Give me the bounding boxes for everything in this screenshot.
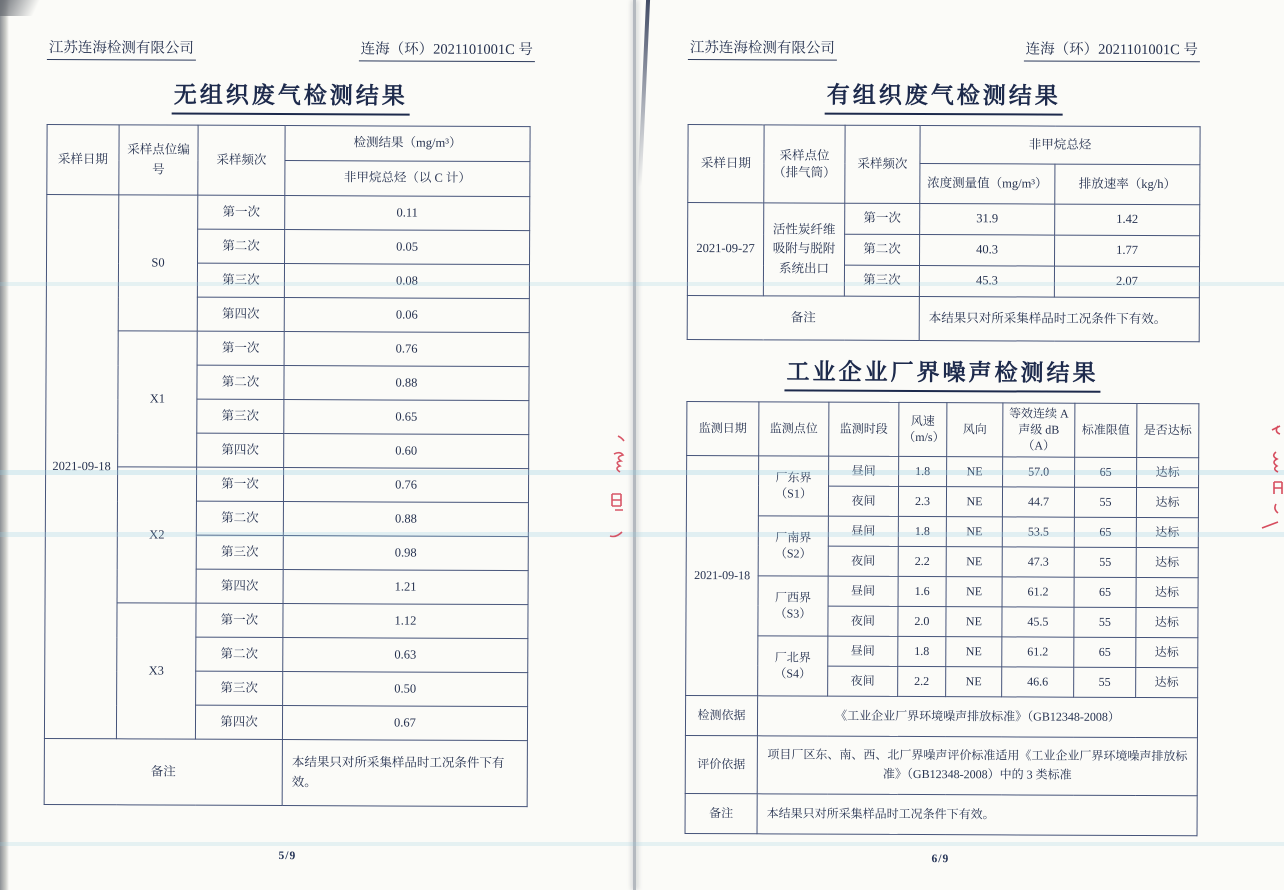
conc-cell: 31.9 [920,204,1055,236]
note-text: 本结果只对所采集样品时工况条件下有效。 [282,740,527,807]
page-title-gas: 有组织废气检测结果 [688,76,1200,116]
value-cell: 0.98 [283,536,528,571]
level-cell: 46.6 [1002,666,1074,696]
sample-point-cell: X3 [116,603,196,739]
period-cell: 昼间 [828,636,898,666]
period-cell: 昼间 [828,576,898,606]
value-cell: 0.65 [284,400,529,435]
note-label: 备注 [685,793,757,833]
col-header-nmhc: 非甲烷总烃 [920,126,1200,165]
col-header-wind-direction: 风向 [947,403,1003,457]
red-stamp-fragment-right [1258,424,1284,548]
col-header-sample-freq: 采样频次 [845,125,920,203]
wind-speed-cell: 2.0 [898,606,946,636]
scan-edge-shadow [0,0,9,890]
status-cell: 达标 [1137,457,1199,487]
freq-cell: 第四次 [197,297,284,331]
scanner-streak [0,282,1284,286]
wind-speed-cell: 2.2 [898,546,946,576]
value-cell: 1.12 [283,604,528,639]
rate-cell: 1.77 [1054,235,1199,267]
monitor-point-cell: 厂南界 （S2） [758,515,828,575]
monitor-point-cell: 厂东界 （S1） [758,455,828,515]
level-cell: 53.5 [1002,516,1074,546]
wind-speed-cell: 2.2 [898,666,946,696]
freq-cell: 第一次 [198,195,285,229]
value-cell: 0.76 [283,468,528,503]
wind-dir-cell: NE [946,666,1002,696]
status-cell: 达标 [1136,607,1198,637]
wind-speed-cell: 1.6 [898,576,946,606]
scanner-streak [0,470,1284,475]
value-cell: 0.05 [285,230,530,265]
col-header-leq: 等效连续 A 声级 dB（A） [1003,403,1075,457]
level-cell: 45.5 [1002,606,1074,636]
note-label: 备注 [44,738,282,805]
wind-dir-cell: NE [947,456,1003,486]
value-cell: 1.21 [283,570,528,605]
monitor-date-cell: 2021-09-18 [686,455,759,695]
period-cell: 昼间 [829,456,899,486]
col-header-limit: 标准限值 [1075,403,1137,457]
value-cell: 0.08 [284,264,529,299]
freq-cell: 第二次 [198,229,285,263]
value-cell: 0.11 [285,196,530,231]
value-cell: 0.60 [284,434,529,469]
sample-point-cell: S0 [118,195,198,331]
wind-speed-cell: 1.8 [898,636,946,666]
freq-cell: 第二次 [845,234,920,265]
status-cell: 达标 [1136,547,1198,577]
value-cell: 0.67 [282,706,527,741]
level-cell: 47.3 [1002,546,1074,576]
stack-emission-table [687,124,1201,342]
period-cell: 夜间 [828,606,898,636]
col-header-result-sub: 非甲烷总烃（以 C 计） [285,161,530,197]
scanned-page-left [0,0,634,890]
scanned-page-right [636,0,1284,890]
report-number: 连海（环）2021101001C 号 [1024,37,1200,62]
col-header-sample-freq: 采样频次 [198,125,285,195]
status-cell: 达标 [1136,637,1198,667]
col-header-monitor-date: 监测日期 [687,401,759,455]
eval-label: 评价依据 [685,735,757,793]
note-label: 备注 [687,295,919,340]
col-header-sample-date: 采样日期 [47,125,119,195]
freq-cell: 第二次 [196,501,283,535]
freq-cell: 第四次 [195,705,282,739]
page-divider [633,0,636,890]
freq-cell: 第三次 [197,399,284,433]
noise-table [685,401,1200,836]
monitor-point-cell: 厂西界 （S3） [758,575,828,635]
value-cell: 0.88 [283,502,528,537]
col-header-sample-date: 采样日期 [688,125,764,203]
freq-cell: 第四次 [197,433,284,467]
value-cell: 0.88 [284,366,529,401]
page-number: 5/9 [278,850,297,863]
value-cell: 0.50 [283,672,528,707]
freq-cell: 第三次 [844,265,919,296]
limit-cell: 55 [1074,607,1136,637]
value-cell: 0.63 [283,638,528,673]
level-cell: 61.2 [1002,576,1074,606]
monitor-point-cell: 厂北界 （S4） [758,635,828,695]
period-cell: 夜间 [828,666,898,696]
col-header-rate: 排放速率（kg/h） [1055,164,1200,205]
col-header-sample-point: 采样点位编号 [119,125,198,195]
period-cell: 夜间 [828,486,898,516]
wind-speed-cell: 2.3 [898,486,946,516]
col-header-monitor-period: 监测时段 [829,402,899,456]
freq-cell: 第一次 [196,603,283,637]
col-header-monitor-point: 监测点位 [759,402,829,456]
status-cell: 达标 [1136,577,1198,607]
level-cell: 61.2 [1002,636,1074,666]
conc-cell: 40.3 [920,235,1055,267]
value-cell: 0.06 [284,298,529,333]
scanner-streak [0,842,1284,846]
note-text: 本结果只对所采集样品时工况条件下有效。 [919,297,1199,342]
limit-cell: 55 [1074,547,1136,577]
limit-cell: 65 [1075,457,1137,487]
red-stamp-fragment-center [602,432,630,560]
freq-cell: 第一次 [196,467,283,501]
page-title: 无组织废气检测结果 [47,76,535,116]
wind-speed-cell: 1.8 [898,516,946,546]
sample-date-cell: 2021-09-18 [44,195,118,739]
eval-text: 项目厂区东、南、西、北厂界噪声评价标准适用《工业企业厂界环境噪声排放标准》（GB12348-2008）中的 3 类标准 [757,735,1197,795]
limit-cell: 65 [1074,517,1136,547]
wind-dir-cell: NE [946,636,1002,666]
rate-cell: 2.07 [1054,266,1199,298]
document-header [688,36,1200,62]
company-name: 江苏连海检测有限公司 [47,36,196,61]
freq-cell: 第一次 [197,331,284,365]
period-cell: 昼间 [828,516,898,546]
document-header [47,36,535,62]
col-header-wind-speed: 风速 （m/s） [899,402,947,456]
wind-dir-cell: NE [946,486,1002,516]
wind-speed-cell: 1.8 [899,456,947,486]
basis-label: 检测依据 [685,695,757,735]
col-header-concentration: 浓度测量值（mg/m³） [920,164,1055,205]
page-number: 6/9 [931,852,950,865]
status-cell: 达标 [1136,667,1198,697]
conc-cell: 45.3 [919,266,1054,298]
company-name: 江苏连海检测有限公司 [688,36,837,61]
sample-point-cell: X1 [118,331,198,467]
freq-cell: 第一次 [845,203,920,234]
level-cell: 57.0 [1003,456,1075,486]
sample-date-cell: 2021-09-27 [687,203,763,296]
freq-cell: 第三次 [196,671,283,705]
wind-dir-cell: NE [946,516,1002,546]
limit-cell: 65 [1074,637,1136,667]
status-cell: 达标 [1136,517,1198,547]
sample-point-cell: 活性炭纤维吸附与脱附系统出口 [763,203,844,296]
basis-text: 《工业企业厂界环境噪声排放标准》（GB12348-2008） [757,695,1197,737]
freq-cell: 第三次 [197,263,284,297]
col-header-compliance: 是否达标 [1137,403,1199,457]
freq-cell: 第三次 [196,535,283,569]
sample-point-cell: X2 [117,467,197,603]
value-cell: 0.76 [284,332,529,367]
page-title-noise: 工业企业厂界噪声检测结果 [686,353,1198,393]
wind-dir-cell: NE [946,546,1002,576]
scanner-streak [0,532,1284,537]
scan-corner-shadow [0,0,46,16]
freq-cell: 第二次 [197,365,284,399]
limit-cell: 65 [1074,577,1136,607]
col-header-result: 检测结果（mg/m³） [285,126,530,162]
limit-cell: 55 [1074,487,1136,517]
wind-dir-cell: NE [946,606,1002,636]
limit-cell: 55 [1074,667,1136,697]
rate-cell: 1.42 [1055,204,1200,236]
col-header-sample-point: 采样点位 （排气筒） [764,125,845,203]
level-cell: 44.7 [1002,486,1074,516]
freq-cell: 第四次 [196,569,283,603]
status-cell: 达标 [1136,487,1198,517]
note-text: 本结果只对所采集样品时工况条件下有效。 [757,793,1197,835]
fugitive-emission-table [44,124,531,807]
period-cell: 夜间 [828,546,898,576]
wind-dir-cell: NE [946,576,1002,606]
report-number: 连海（环）2021101001C 号 [359,37,535,62]
freq-cell: 第二次 [196,637,283,671]
